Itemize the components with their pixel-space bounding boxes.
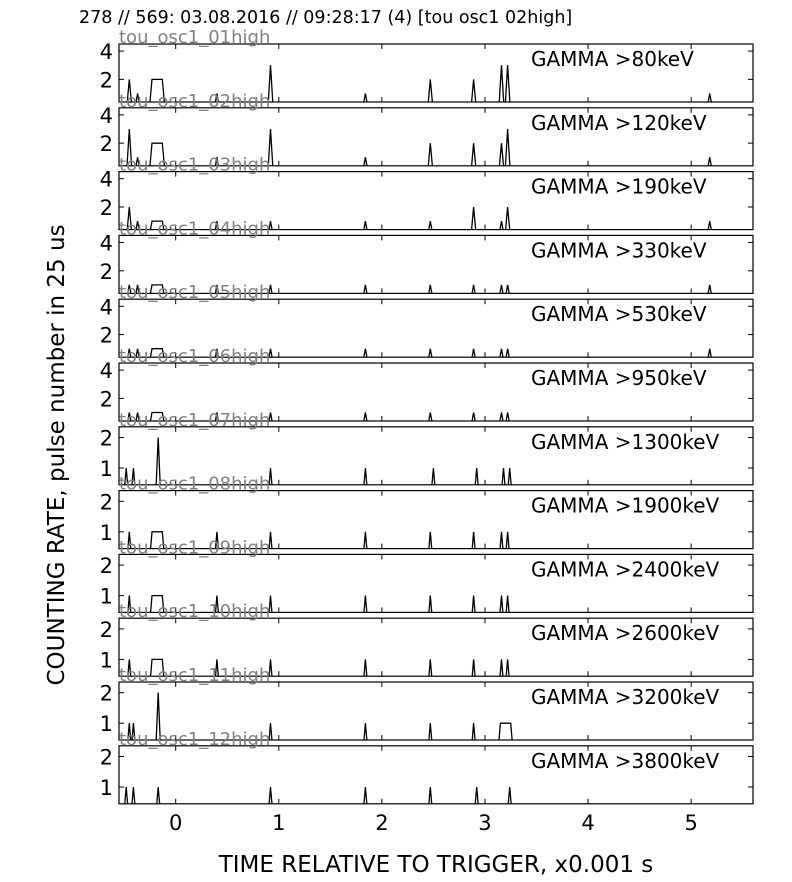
series-line — [119, 787, 753, 818]
y-tick-label: 4 — [99, 167, 113, 192]
panel-label: GAMMA >1900keV — [531, 493, 720, 518]
y-tick-label: 2 — [99, 554, 113, 579]
header-text: 278 // 569: 03.08.2016 // 09:28:17 (4) [tou osc1 02high] — [79, 8, 573, 28]
x-tick-label: 1 — [272, 810, 286, 835]
y-tick-label: 1 — [99, 520, 113, 545]
y-tick-label: 2 — [99, 323, 113, 348]
y-tick-label: 2 — [99, 132, 113, 157]
panel-label: GAMMA >330keV — [531, 238, 707, 263]
y-tick-label: 2 — [99, 617, 113, 642]
panel-label: GAMMA >3200keV — [531, 685, 720, 709]
panel-source-label: tou_osc1_09high — [119, 537, 271, 559]
y-tick-label: 1 — [99, 712, 113, 737]
y-tick-label: 4 — [99, 359, 113, 384]
y-tick-label: 2 — [99, 259, 113, 284]
y-axis-label: COUNTING RATE, pulse number in 25 us — [44, 224, 70, 686]
y-tick-label: 4 — [99, 40, 113, 65]
x-tick-label: 5 — [684, 810, 698, 835]
panel-label: GAMMA >80keV — [531, 47, 694, 71]
panel-label: GAMMA >3800keV — [531, 748, 720, 773]
y-tick-label: 4 — [99, 295, 113, 320]
y-tick-label: 2 — [99, 387, 113, 412]
x-tick-label: 0 — [169, 810, 183, 835]
y-tick-label: 4 — [99, 231, 113, 256]
y-tick-label: 4 — [99, 103, 113, 128]
panel-label: GAMMA >190keV — [531, 174, 707, 199]
y-tick-label: 1 — [99, 457, 113, 482]
panel-label: GAMMA >1300keV — [531, 429, 720, 454]
x-tick-label: 4 — [581, 810, 595, 835]
panel-source-label: tou_osc1_12high — [119, 728, 271, 750]
panel-source-label: tou_osc1_04high — [119, 218, 271, 240]
panel-label: GAMMA >2600keV — [531, 621, 720, 646]
panel-source-label: tou_osc1_01high — [119, 27, 271, 48]
y-tick-label: 2 — [99, 490, 113, 515]
panel-label: GAMMA >950keV — [531, 366, 707, 390]
x-axis-label: TIME RELATIVE TO TRIGGER, x0.001 s — [218, 852, 654, 878]
panel-source-label: tou_osc1_05high — [119, 282, 271, 304]
y-tick-label: 2 — [99, 195, 113, 220]
y-tick-label: 2 — [99, 426, 113, 451]
panel-source-label: tou_osc1_07high — [119, 409, 271, 431]
panel-source-label: tou_osc1_11high — [119, 665, 271, 686]
x-tick-label: 3 — [478, 810, 492, 835]
panel-source-label: tou_osc1_10high — [119, 601, 271, 623]
y-tick-label: 1 — [99, 776, 113, 801]
panel-source-label: tou_osc1_02high — [119, 90, 271, 112]
panel-label: GAMMA >120keV — [531, 110, 707, 135]
panel-source-label: tou_osc1_06high — [119, 346, 271, 367]
y-tick-label: 2 — [99, 745, 113, 770]
panel-label: GAMMA >2400keV — [531, 557, 720, 582]
panel-source-label: tou_osc1_08high — [119, 473, 271, 495]
panel-source-label: tou_osc1_03high — [119, 154, 271, 176]
panel-label: GAMMA >530keV — [531, 302, 707, 327]
y-tick-label: 1 — [99, 584, 113, 609]
x-tick-label: 2 — [375, 810, 389, 835]
y-tick-label: 2 — [99, 68, 113, 93]
y-tick-label: 1 — [99, 648, 113, 673]
y-tick-label: 2 — [99, 681, 113, 706]
